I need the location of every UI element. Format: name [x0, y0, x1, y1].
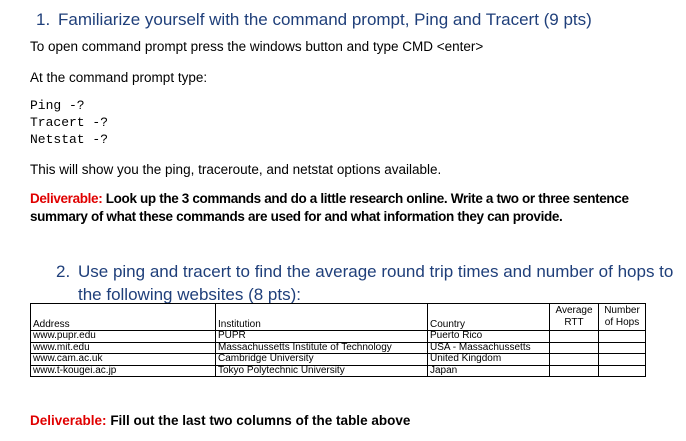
instruction-at-prompt: At the command prompt type: [30, 70, 208, 85]
header-rtt-line-2: RTT [564, 317, 584, 328]
header-institution: Institution [216, 304, 428, 331]
deliverable-2-text: Fill out the last two columns of the table above [110, 413, 411, 428]
deliverable-1-text-1: Look up the 3 commands and do a little research online. Write a two or three sentence [105, 191, 629, 206]
command-ping: Ping -? [30, 98, 85, 113]
cell-institution: Cambridge University [216, 354, 428, 366]
cell-country: Puerto Rico [428, 331, 550, 343]
table-row [31, 342, 646, 354]
cell-hops[interactable] [599, 365, 646, 377]
cell-rtt[interactable] [550, 331, 599, 343]
table-header-row [31, 304, 646, 331]
deliverable-1-label: Deliverable: [30, 191, 103, 206]
section-2-title-line-1: Use ping and tracert to find the average round trip times and number of hops to [78, 262, 674, 281]
header-hops-line-1: Number [604, 305, 640, 316]
header-rtt [550, 304, 599, 331]
cell-hops[interactable] [599, 342, 646, 354]
cell-country: USA - Massachussetts [428, 342, 550, 354]
header-address: Address [31, 304, 216, 331]
header-hops [599, 304, 646, 331]
cell-country: Japan [428, 365, 550, 377]
section-2-title-line-2: the following websites (8 pts): [78, 285, 301, 304]
cell-hops[interactable] [599, 331, 646, 343]
command-netstat: Netstat -? [30, 132, 109, 147]
instruction-open-cmd: To open command prompt press the windows button and type CMD <enter> [30, 39, 484, 54]
deliverable-2 [30, 413, 410, 428]
cell-country: United Kingdom [428, 354, 550, 366]
deliverable-1-text-2: summary of what these commands are used for and what information they can provide. [30, 209, 563, 224]
table-row [31, 354, 646, 366]
cell-rtt[interactable] [550, 365, 599, 377]
websites-table [30, 303, 646, 377]
command-tracert: Tracert -? [30, 115, 109, 130]
section-2-heading [56, 260, 673, 283]
cell-address: www.mit.edu [31, 342, 216, 354]
cell-address: www.t-kougei.ac.jp [31, 365, 216, 377]
section-1-number: 1. [36, 10, 51, 29]
table-row [31, 365, 646, 377]
header-country: Country [428, 304, 550, 331]
section-1-title: Familiarize yourself with the command prompt, Ping and Tracert (9 pts) [58, 10, 592, 29]
cell-hops[interactable] [599, 354, 646, 366]
deliverable-2-label: Deliverable: [30, 413, 107, 428]
instruction-options: This will show you the ping, traceroute, and netstat options available. [30, 162, 442, 177]
cell-institution: Tokyo Polytechnic University [216, 365, 428, 377]
header-rtt-line-1: Average [555, 305, 593, 316]
cell-address: www.pupr.edu [31, 331, 216, 343]
cell-institution: Massachussetts Institute of Technology [216, 342, 428, 354]
section-1-heading [36, 10, 592, 30]
header-hops-line-2: of Hops [604, 317, 640, 328]
section-2-number: 2. [56, 262, 71, 281]
deliverable-1-line-1 [30, 191, 629, 206]
cell-rtt[interactable] [550, 342, 599, 354]
cell-rtt[interactable] [550, 354, 599, 366]
table-row [31, 331, 646, 343]
cell-address: www.cam.ac.uk [31, 354, 216, 366]
cell-institution: PUPR [216, 331, 428, 343]
